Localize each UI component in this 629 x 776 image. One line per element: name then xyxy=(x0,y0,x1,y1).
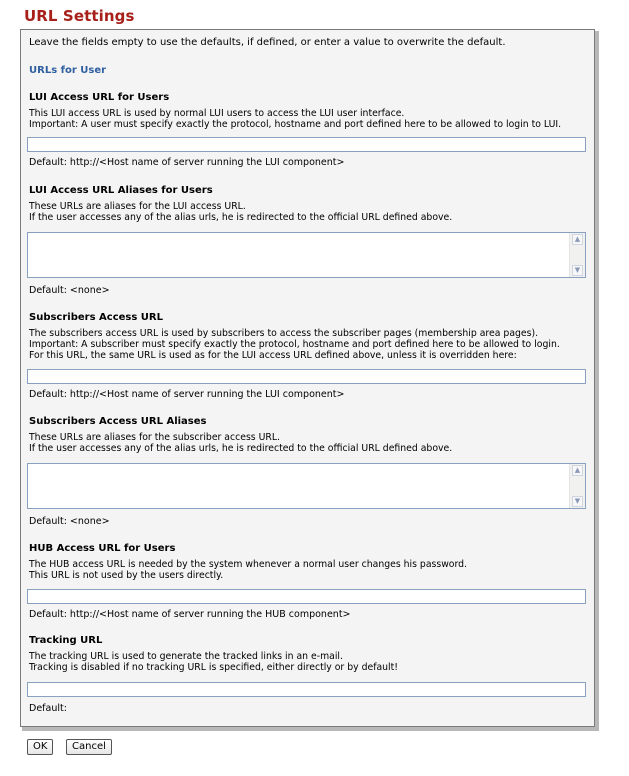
section-heading-urls-for-user: URLs for User xyxy=(29,65,107,76)
settings-panel xyxy=(20,29,595,727)
scroll-up-arrow-icon[interactable]: ▲ xyxy=(572,465,583,476)
lui-access-url-aliases-default: Default: <none> xyxy=(29,285,110,296)
scroll-down-arrow-icon[interactable]: ▼ xyxy=(572,265,583,276)
description-line: This URL is not used by the users directly. xyxy=(29,570,224,581)
tracking-url-default: Default: xyxy=(29,703,67,714)
scroll-up-arrow-icon[interactable]: ▲ xyxy=(572,234,583,245)
subscribers-access-url-aliases-description xyxy=(29,432,452,454)
description-line: The HUB access URL is needed by the system whenever a normal user changes his password. xyxy=(29,559,468,570)
lui-access-url-aliases-title: LUI Access URL Aliases for Users xyxy=(29,185,213,196)
subscribers-access-url-aliases-field xyxy=(27,463,586,509)
subscribers-access-url-aliases-default: Default: <none> xyxy=(29,516,110,527)
description-line: If the user accesses any of the alias urls, he is redirected to the official URL defined above. xyxy=(29,443,453,454)
description-line: Important: A user must specify exactly the protocol, hostname and port defined here to be allowed to login to LUI. xyxy=(29,119,562,130)
hub-access-url-input[interactable] xyxy=(27,589,586,604)
textarea-scrollbar[interactable] xyxy=(569,464,585,508)
subscribers-access-url-title: Subscribers Access URL xyxy=(29,312,163,323)
intro-text: Leave the fields empty to use the defaults, if defined, or enter a value to overwrite the default. xyxy=(29,37,506,48)
scroll-down-arrow-icon[interactable]: ▼ xyxy=(572,496,583,507)
lui-access-url-description xyxy=(29,108,561,130)
ok-button[interactable]: OK xyxy=(27,739,53,755)
lui-access-url-default: Default: http://<Host name of server running the LUI component> xyxy=(29,157,345,168)
tracking-url-title: Tracking URL xyxy=(29,635,103,646)
description-line: If the user accesses any of the alias urls, he is redirected to the official URL defined above. xyxy=(29,212,453,223)
subscribers-access-url-aliases-textarea[interactable] xyxy=(28,464,569,508)
tracking-url-description xyxy=(29,651,398,673)
description-line: Tracking is disabled if no tracking URL is specified, either directly or by default! xyxy=(29,662,399,673)
cancel-button[interactable]: Cancel xyxy=(66,739,112,755)
textarea-scrollbar[interactable] xyxy=(569,233,585,277)
description-line: For this URL, the same URL is used as for the LUI access URL defined above, unless it is overridden here: xyxy=(29,350,517,361)
description-line: Important: A subscriber must specify exactly the protocol, hostname and port defined here to be allowed to login. xyxy=(29,339,560,350)
subscribers-access-url-aliases-title: Subscribers Access URL Aliases xyxy=(29,416,207,427)
lui-access-url-aliases-textarea[interactable] xyxy=(28,233,569,277)
description-line: The subscribers access URL is used by subscribers to access the subscriber pages (membership area pages). xyxy=(29,328,539,339)
hub-access-url-default: Default: http://<Host name of server running the HUB component> xyxy=(29,609,351,620)
lui-access-url-input[interactable] xyxy=(27,137,586,152)
hub-access-url-title: HUB Access URL for Users xyxy=(29,543,176,554)
lui-access-url-title: LUI Access URL for Users xyxy=(29,92,170,103)
subscribers-access-url-input[interactable] xyxy=(27,369,586,384)
description-line: These URLs are aliases for the subscriber access URL. xyxy=(29,432,280,443)
description-line: This LUI access URL is used by normal LUI users to access the LUI user interface. xyxy=(29,108,405,119)
tracking-url-input[interactable] xyxy=(27,682,586,697)
page-title: URL Settings xyxy=(24,7,135,25)
lui-access-url-aliases-field xyxy=(27,232,586,278)
lui-access-url-aliases-description xyxy=(29,201,452,223)
description-line: These URLs are aliases for the LUI access URL. xyxy=(29,201,246,212)
description-line: The tracking URL is used to generate the tracked links in an e-mail. xyxy=(29,651,343,662)
subscribers-access-url-default: Default: http://<Host name of server running the LUI component> xyxy=(29,389,345,400)
subscribers-access-url-description xyxy=(29,328,560,361)
hub-access-url-description xyxy=(29,559,467,581)
